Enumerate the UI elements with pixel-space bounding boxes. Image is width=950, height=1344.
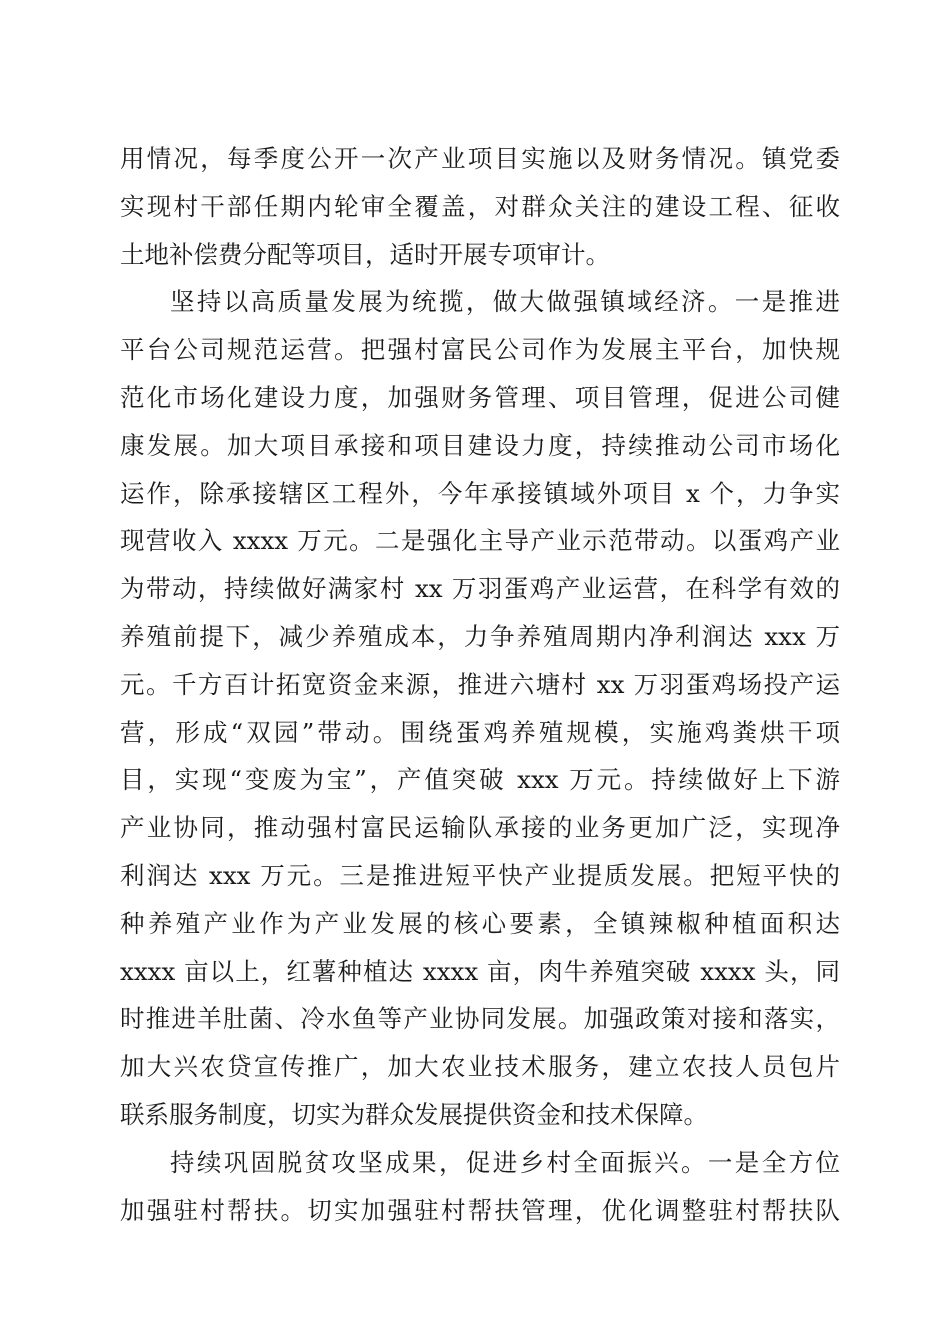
text-line: 加强驻村帮扶。切实加强驻村帮扶管理，优化调整驻村帮扶队 (120, 1195, 840, 1225)
paragraph (120, 1139, 840, 1235)
text-line: 利润达 xxx 万元。三是推进短平快产业提质发展。把短平快的 (120, 860, 840, 890)
text-line: 康发展。加大项目承接和项目建设力度，持续推动公司市场化 (120, 430, 840, 460)
text-line: 加大兴农贷宣传推广，加大农业技术服务，建立农技人员包片 (120, 1052, 840, 1082)
text-line: 联系服务制度，切实为群众发展提供资金和技术保障。 (120, 1099, 708, 1129)
text-line: 为带动，持续做好满家村 xx 万羽蛋鸡产业运营，在科学有效的 (120, 574, 840, 604)
text-line: 范化市场化建设力度，加强财务管理、项目管理，促进公司健 (120, 382, 840, 412)
text-line: 产业协同，推动强村富民运输队承接的业务更加广泛，实现净 (120, 813, 840, 843)
text-line: 平台公司规范运营。把强村富民公司作为发展主平台，加快规 (120, 335, 840, 365)
paragraph (120, 278, 840, 1138)
text-line: 现营收入 xxxx 万元。二是强化主导产业示范带动。以蛋鸡产业 (120, 526, 840, 556)
text-line: xxxx 亩以上，红薯种植达 xxxx 亩，肉牛养殖突破 xxxx 头，同 (120, 956, 840, 986)
text-line: 元。千方百计拓宽资金来源，推进六塘村 xx 万羽蛋鸡场投产运 (120, 669, 840, 699)
text-line: 种养殖产业作为产业发展的核心要素，全镇辣椒种植面积达 (120, 908, 840, 938)
text-line: 目，实现“变废为宝”，产值突破 xxx 万元。持续做好上下游 (120, 765, 840, 795)
text-line: 土地补偿费分配等项目，适时开展专项审计。 (120, 239, 610, 269)
text-line: 营，形成“双园”带动。围绕蛋鸡养殖规模，实施鸡粪烘干项 (120, 717, 840, 747)
text-line: 时推进羊肚菌、冷水鱼等产业协同发展。加强政策对接和落实， (120, 1004, 840, 1034)
document-body (120, 135, 840, 1234)
paragraph (120, 135, 840, 278)
text-line: 用情况，每季度公开一次产业项目实施以及财务情况。镇党委 (120, 144, 840, 173)
text-line: 养殖前提下，减少养殖成本，力争养殖周期内净利润达 xxx 万 (120, 621, 840, 651)
text-line: 运作，除承接辖区工程外，今年承接镇域外项目 x 个，力争实 (120, 478, 840, 508)
text-line: 实现村干部任期内轮审全覆盖，对群众关注的建设工程、征收 (120, 191, 840, 221)
text-line: 持续巩固脱贫攻坚成果，促进乡村全面振兴。一是全方位 (170, 1147, 840, 1177)
text-line: 坚持以高质量发展为统揽，做大做强镇域经济。一是推进 (170, 287, 840, 317)
